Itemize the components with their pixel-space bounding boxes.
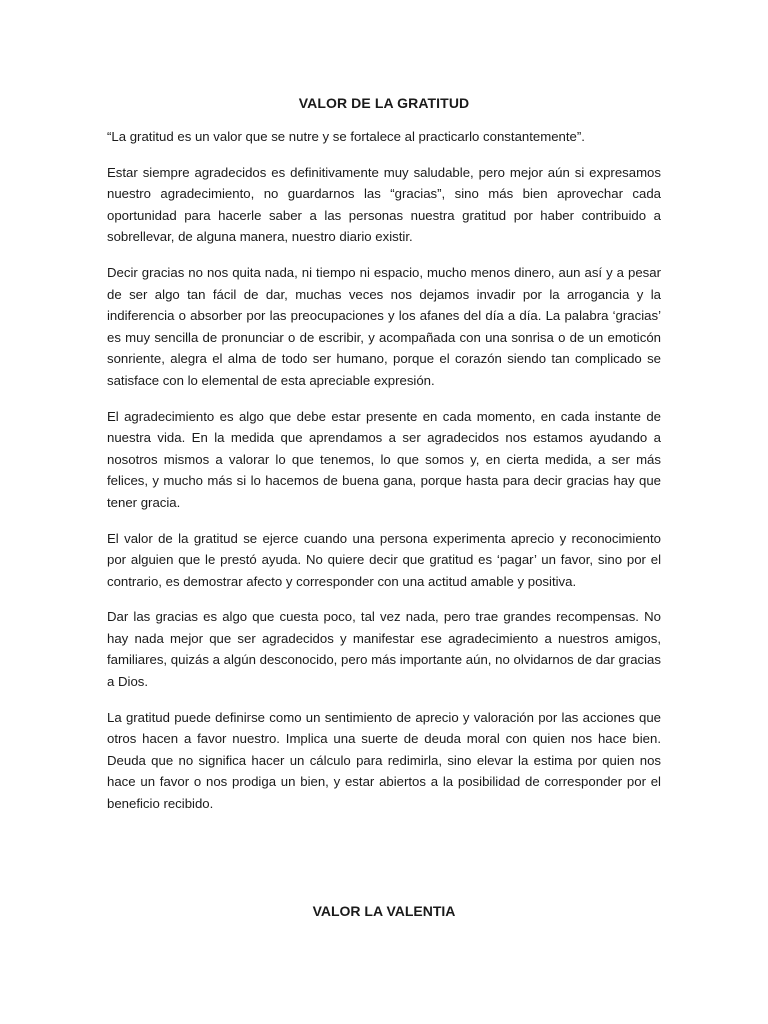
paragraph-5: Dar las gracias es algo que cuesta poco, tal vez nada, pero trae grandes recompensas. No hay nada mejor que ser agradecidos y manifestar ese agradecimiento a nuestros amigos, familiares, quizás a algún desconocido, pero más importante aún, no olvidarnos de dar gracias a Dios. (107, 609, 661, 690)
paragraph-4: El valor de la gratitud se ejerce cuando una persona experimenta aprecio y reconocimiento por alguien que le prestó ayuda. No quiere decir que gratitud es ‘pagar’ un favor, sino por el contrario, es demostrar afecto y corresponder con una actitud amable y positiva. (107, 530, 661, 589)
paragraph-3: El agradecimiento es algo que debe estar presente en cada momento, en cada instante de nuestra vida. En la medida que aprendamos a ser agradecidos nos estamos ayudando a nosotros mismos a valorar lo que tenemos, lo que somos y, en cierta medida, a ser más felices, y mucho más si lo hacemos de buena gana, porque hasta para decir gracias hay que tener gracia. (107, 408, 661, 510)
next-section-title: VALOR LA VALENTIA (312, 903, 456, 919)
paragraph-6: La gratitud puede definirse como un sentimiento de aprecio y valoración por las acciones que otros hacen a favor nuestro. Implica una suerte de deuda moral con quien nos hace bien. Deuda que no significa hacer un cálculo para redimirla, sino elevar la estima por quien nos hace un favor o nos prodiga un bien, y estar abiertos a la posibilidad de corresponder por el beneficio recibido. (107, 709, 661, 812)
paragraph-2: Decir gracias no nos quita nada, ni tiempo ni espacio, mucho menos dinero, aun así y a pesar de ser algo tan fácil de dar, muchas veces nos dejamos invadir por la arrogancia y la indiferencia o absorber por las preocupaciones y los afanes del día a día. La palabra ‘gracias’ es muy sencilla de pronunciar o de escribir, y acompañada con una sonrisa o de un emoticón sonriente, alegra el alma de todo ser humano, porque el corazón siendo tan complicado se satisface con lo elemental de esta apreciable expresión. (107, 264, 661, 388)
paragraph-1: Estar siempre agradecidos es definitivamente muy saludable, pero mejor aún si expresamos nuestro agradecimiento, no guardarnos las “gracias”, sino más bien aprovechar cada oportunidad para hacerle saber a las personas nuestra gratitud por haber contribuido a sobrellevar, de alguna manera, nuestro diario existir. (107, 164, 661, 245)
document-body (107, 94, 661, 815)
opening-quote: “La gratitud es un valor que se nutre y se fortalece al practicarlo constantemente”. (107, 129, 585, 144)
document-title: VALOR DE LA GRATITUD (298, 95, 470, 111)
